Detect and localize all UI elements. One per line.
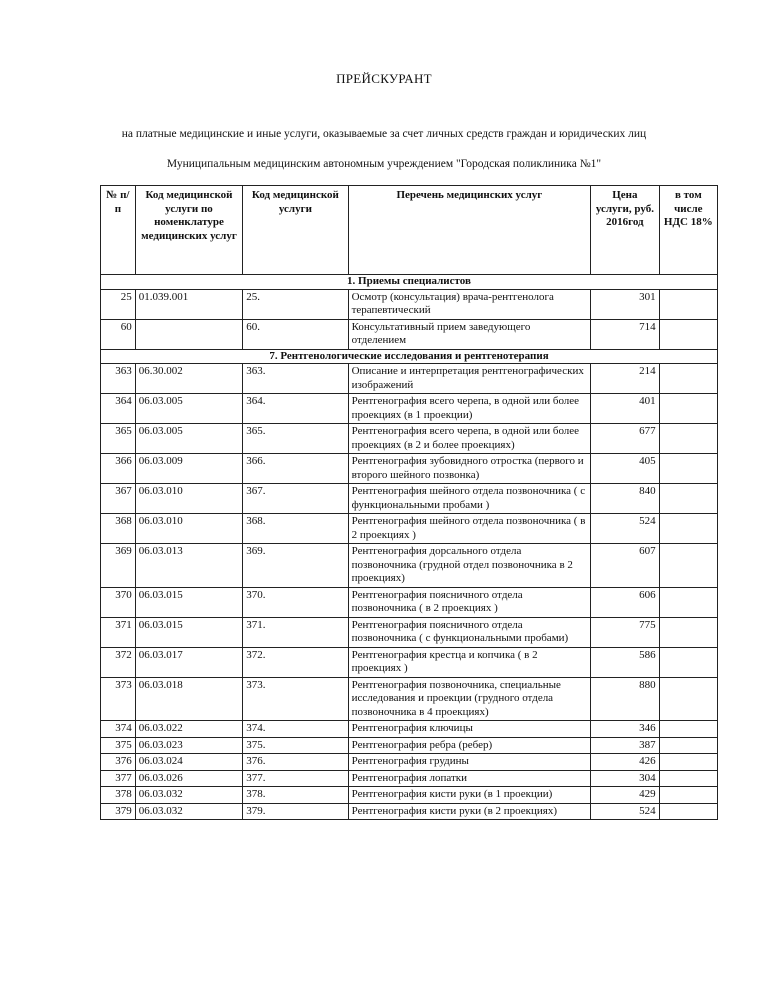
row-code: 372.	[243, 647, 348, 677]
row-code: 366.	[243, 454, 348, 484]
row-code: 375.	[243, 737, 348, 754]
table-row	[101, 721, 718, 738]
row-nomenclature-code: 06.03.024	[135, 754, 242, 771]
row-code: 60.	[243, 319, 348, 349]
table-row	[101, 647, 718, 677]
table-row	[101, 424, 718, 454]
row-code: 364.	[243, 394, 348, 424]
row-service-name: Осмотр (консультация) врача-рентгенолога терапевтический	[348, 289, 591, 319]
table-row	[101, 737, 718, 754]
row-price: 524	[591, 803, 660, 820]
row-code: 374.	[243, 721, 348, 738]
row-service-name: Рентгенография дорсального отдела позвоночника (грудной отдел позвоночника в 2 проекциях)	[348, 544, 591, 588]
row-nomenclature-code: 06.03.022	[135, 721, 242, 738]
row-vat	[659, 544, 717, 588]
header-code-nomenclature: Код медицинской услуги по номенклатуре медицинских услуг	[135, 186, 242, 275]
row-nomenclature-code: 06.03.017	[135, 647, 242, 677]
row-vat	[659, 454, 717, 484]
row-num: 374	[101, 721, 136, 738]
row-service-name: Рентгенография ключицы	[348, 721, 591, 738]
row-code: 370.	[243, 587, 348, 617]
row-vat	[659, 587, 717, 617]
header-price: Цена услуги, руб. 2016год	[591, 186, 660, 275]
row-nomenclature-code: 06.03.026	[135, 770, 242, 787]
row-price: 840	[591, 484, 660, 514]
row-service-name: Рентгенография крестца и копчика ( в 2 проекциях )	[348, 647, 591, 677]
row-service-name: Рентгенография зубовидного отростка (первого и второго шейного позвонка)	[348, 454, 591, 484]
row-price: 387	[591, 737, 660, 754]
section-title: 7. Рентгенологические исследования и рентгенотерапия	[101, 349, 718, 364]
row-num: 25	[101, 289, 136, 319]
table-row	[101, 514, 718, 544]
row-service-name: Рентгенография позвоночника, специальные исследования и проекции (грудного отдела позвоночника в 4 проекциях)	[348, 677, 591, 721]
row-service-name: Рентгенография шейного отдела позвоночника ( в 2 проекциях )	[348, 514, 591, 544]
row-price: 607	[591, 544, 660, 588]
table-row	[101, 319, 718, 349]
document-title: ПРЕЙСКУРАНТ	[336, 71, 432, 86]
row-num: 377	[101, 770, 136, 787]
row-service-name: Рентгенография поясничного отдела позвоночника ( в 2 проекциях )	[348, 587, 591, 617]
row-code: 363.	[243, 364, 348, 394]
row-code: 379.	[243, 803, 348, 820]
row-num: 378	[101, 787, 136, 804]
row-num: 379	[101, 803, 136, 820]
row-code: 368.	[243, 514, 348, 544]
row-num: 376	[101, 754, 136, 771]
row-service-name: Рентгенография шейного отдела позвоночника ( с функциональными пробами )	[348, 484, 591, 514]
row-price: 346	[591, 721, 660, 738]
row-price: 214	[591, 364, 660, 394]
row-code: 376.	[243, 754, 348, 771]
row-service-name: Рентгенография кисти руки (в 2 проекциях)	[348, 803, 591, 820]
table-row	[101, 803, 718, 820]
row-price: 524	[591, 514, 660, 544]
row-num: 373	[101, 677, 136, 721]
row-code: 365.	[243, 424, 348, 454]
table-row	[101, 289, 718, 319]
row-code: 367.	[243, 484, 348, 514]
row-num: 365	[101, 424, 136, 454]
table-row	[101, 454, 718, 484]
row-nomenclature-code: 06.03.013	[135, 544, 242, 588]
row-code: 377.	[243, 770, 348, 787]
row-price: 606	[591, 587, 660, 617]
row-num: 368	[101, 514, 136, 544]
document-subtitle: на платные медицинские и иные услуги, оказываемые за счет личных средств граждан и юридических лиц	[121, 128, 647, 140]
row-vat	[659, 647, 717, 677]
row-num: 372	[101, 647, 136, 677]
row-code: 369.	[243, 544, 348, 588]
row-service-name: Описание и интерпретация рентгенографических изображений	[348, 364, 591, 394]
row-price: 401	[591, 394, 660, 424]
row-vat	[659, 394, 717, 424]
row-vat	[659, 754, 717, 771]
row-service-name: Рентгенография грудины	[348, 754, 591, 771]
row-service-name: Рентгенография кисти руки (в 1 проекции)	[348, 787, 591, 804]
row-nomenclature-code: 06.03.023	[135, 737, 242, 754]
row-vat	[659, 484, 717, 514]
price-list-table	[100, 185, 718, 820]
row-code: 371.	[243, 617, 348, 647]
row-price: 880	[591, 677, 660, 721]
row-nomenclature-code: 06.30.002	[135, 364, 242, 394]
row-vat	[659, 677, 717, 721]
header-name: Перечень медицинских услуг	[348, 186, 591, 275]
row-code: 25.	[243, 289, 348, 319]
row-vat	[659, 737, 717, 754]
row-num: 371	[101, 617, 136, 647]
row-nomenclature-code: 06.03.009	[135, 454, 242, 484]
section-title: 1. Приемы специалистов	[101, 275, 718, 290]
row-price: 426	[591, 754, 660, 771]
row-vat	[659, 803, 717, 820]
row-service-name: Рентгенография лопатки	[348, 770, 591, 787]
header-code: Код медицинской услуги	[243, 186, 348, 275]
row-code: 378.	[243, 787, 348, 804]
table-header-row	[101, 186, 718, 275]
section-row	[101, 349, 718, 364]
table-row	[101, 544, 718, 588]
table-row	[101, 394, 718, 424]
organization-name: Муниципальным медицинским автономным учреждением "Городская поликлиника №1"	[166, 158, 602, 170]
row-price: 301	[591, 289, 660, 319]
row-nomenclature-code: 06.03.015	[135, 617, 242, 647]
row-service-name: Рентгенография поясничного отдела позвоночника ( с функциональными пробами)	[348, 617, 591, 647]
table-row	[101, 787, 718, 804]
row-price: 405	[591, 454, 660, 484]
row-vat	[659, 514, 717, 544]
section-row	[101, 275, 718, 290]
row-nomenclature-code: 06.03.018	[135, 677, 242, 721]
row-code: 373.	[243, 677, 348, 721]
row-nomenclature-code: 06.03.005	[135, 424, 242, 454]
row-vat	[659, 617, 717, 647]
table-row	[101, 617, 718, 647]
row-vat	[659, 364, 717, 394]
row-price: 714	[591, 319, 660, 349]
table-row	[101, 770, 718, 787]
row-price: 586	[591, 647, 660, 677]
row-num: 370	[101, 587, 136, 617]
row-nomenclature-code: 06.03.005	[135, 394, 242, 424]
row-num: 60	[101, 319, 136, 349]
table-row	[101, 587, 718, 617]
header-num: № п/п	[101, 186, 136, 275]
row-nomenclature-code	[135, 319, 242, 349]
row-service-name: Рентгенография ребра (ребер)	[348, 737, 591, 754]
row-service-name: Консультативный прием заведующего отделением	[348, 319, 591, 349]
table-row	[101, 484, 718, 514]
table-row	[101, 754, 718, 771]
row-nomenclature-code: 06.03.015	[135, 587, 242, 617]
table-body	[101, 275, 718, 820]
table-row	[101, 364, 718, 394]
row-price: 429	[591, 787, 660, 804]
row-nomenclature-code: 06.03.032	[135, 803, 242, 820]
row-nomenclature-code: 06.03.010	[135, 514, 242, 544]
row-nomenclature-code: 01.039.001	[135, 289, 242, 319]
row-nomenclature-code: 06.03.010	[135, 484, 242, 514]
row-service-name: Рентгенография всего черепа, в одной или более проекциях (в 2 и более проекциях)	[348, 424, 591, 454]
row-num: 367	[101, 484, 136, 514]
header-vat: в том числе НДС 18%	[659, 186, 717, 275]
row-price: 677	[591, 424, 660, 454]
row-vat	[659, 787, 717, 804]
row-vat	[659, 289, 717, 319]
row-num: 369	[101, 544, 136, 588]
table-row	[101, 677, 718, 721]
row-num: 366	[101, 454, 136, 484]
row-num: 375	[101, 737, 136, 754]
row-nomenclature-code: 06.03.032	[135, 787, 242, 804]
row-vat	[659, 424, 717, 454]
row-num: 363	[101, 364, 136, 394]
row-vat	[659, 721, 717, 738]
row-num: 364	[101, 394, 136, 424]
row-vat	[659, 770, 717, 787]
row-price: 304	[591, 770, 660, 787]
row-service-name: Рентгенография всего черепа, в одной или более проекциях (в 1 проекции)	[348, 394, 591, 424]
row-vat	[659, 319, 717, 349]
row-price: 775	[591, 617, 660, 647]
